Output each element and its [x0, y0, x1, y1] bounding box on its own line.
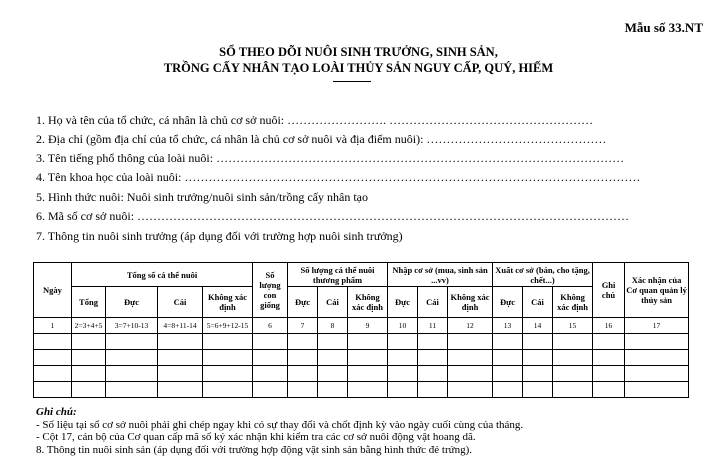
- subheader-female: Cái: [418, 287, 448, 318]
- header-confirmation: Xác nhận của Cơ quan quản lý thủy sản: [625, 263, 689, 318]
- column-number: 9: [348, 318, 388, 334]
- subheader-male: Đực: [106, 287, 158, 318]
- table-row: [34, 350, 689, 366]
- header-notes: Ghi chú: [593, 263, 625, 318]
- column-number: 7: [288, 318, 318, 334]
- column-number: 11: [418, 318, 448, 334]
- field-farming-type: 5. Hình thức nuôi: Nuôi sinh trưởng/nuôi sinh sản/trồng cấy nhân tạo: [36, 190, 368, 204]
- column-number: 15: [553, 318, 593, 334]
- column-number: 16: [593, 318, 625, 334]
- subheader-male: Đực: [288, 287, 318, 318]
- form-number: Mẫu số 33.NT: [624, 20, 703, 35]
- column-number: 12: [448, 318, 493, 334]
- header-day: Ngày: [34, 263, 72, 318]
- subheader-undetermined: Không xác định: [348, 287, 388, 318]
- column-number-row: [34, 318, 689, 334]
- note-line: 8. Thông tin nuôi sinh sản (áp dụng đối với trường hợp động vật sinh sản bằng hình thức đẻ trứng).: [36, 443, 472, 456]
- notes-section: [36, 406, 523, 456]
- subheader-undetermined: Không xác định: [553, 287, 593, 318]
- note-line: - Số liệu tại sổ cơ sở nuôi phải ghi chép ngay khi có sự thay đổi và chốt định kỳ vào ngày cuối cùng của tháng.: [36, 418, 524, 431]
- header-breeding-stock: Số lượng con giống: [253, 263, 288, 318]
- field-scientific-name: 4. Tên khoa học của loài nuôi: ……………………………………………………………………………………………………: [36, 170, 641, 184]
- subheader-female: Cái: [158, 287, 203, 318]
- header-imports: Nhập cơ sở (mua, sinh sản ...vv): [388, 263, 493, 287]
- subheader-undetermined: Không xác định: [448, 287, 493, 318]
- column-number: 1: [34, 318, 72, 334]
- field-common-name: 3. Tên tiếng phổ thông của loài nuôi: …………………………………………………………………………………………: [36, 151, 625, 165]
- column-number: 2=3+4+5: [72, 318, 106, 334]
- note-line: - Cột 17, cán bộ của Cơ quan cấp mã số ký xác nhận khi kiểm tra các cơ sở nuôi động vật hoang dã.: [36, 431, 476, 443]
- column-number: 13: [493, 318, 523, 334]
- column-number: 14: [523, 318, 553, 334]
- field-growth-info: 7. Thông tin nuôi sinh trưởng (áp dụng đối với trường hợp nuôi sinh trưởng): [36, 229, 403, 243]
- subheader-female: Cái: [523, 287, 553, 318]
- table-row: [34, 366, 689, 382]
- subheader-male: Đực: [388, 287, 418, 318]
- subheader-total: Tổng: [72, 287, 106, 318]
- column-number: 6: [253, 318, 288, 334]
- column-number: 5=6+9+12-15: [203, 318, 253, 334]
- growth-record-table: [33, 262, 689, 398]
- field-facility-code: 6. Mã số cơ sở nuôi: ……………………………………………………………………………………………………………: [36, 209, 630, 223]
- column-number: 3=7+10-13: [106, 318, 158, 334]
- subheader-undetermined: Không xác định: [203, 287, 253, 318]
- column-number: 8: [318, 318, 348, 334]
- notes-title: Ghi chú:: [36, 406, 77, 418]
- header-exports: Xuất cơ sở (bán, cho tặng, chết...): [493, 263, 593, 287]
- document-title-line-1: SỔ THEO DÕI NUÔI SINH TRƯỞNG, SINH SẢN,: [219, 45, 498, 59]
- header-total-individuals: Tổng số cá thể nuôi: [72, 263, 253, 287]
- header-commercial-individuals: Số lượng cá thể nuôi thương phẩm: [288, 263, 388, 287]
- subheader-female: Cái: [318, 287, 348, 318]
- table-row: [34, 382, 689, 398]
- column-number: 10: [388, 318, 418, 334]
- table-row: [34, 334, 689, 350]
- field-address: 2. Địa chỉ (gồm địa chỉ của tổ chức, cá nhân là chủ cơ sở nuôi và địa điểm nuôi): ………………………………………: [36, 132, 607, 146]
- title-underline: [333, 81, 371, 82]
- subheader-male: Đực: [493, 287, 523, 318]
- document-title-line-2: TRỒNG CẤY NHÂN TẠO LOÀI THỦY SẢN NGUY CẤP, QUÝ, HIẾM: [163, 61, 554, 75]
- column-number: 4=8+11-14: [158, 318, 203, 334]
- field-owner-name: 1. Họ và tên của tổ chức, cá nhân là chủ cơ sở nuôi: ……………………. ……………………………………………: [36, 113, 594, 127]
- column-number: 17: [625, 318, 689, 334]
